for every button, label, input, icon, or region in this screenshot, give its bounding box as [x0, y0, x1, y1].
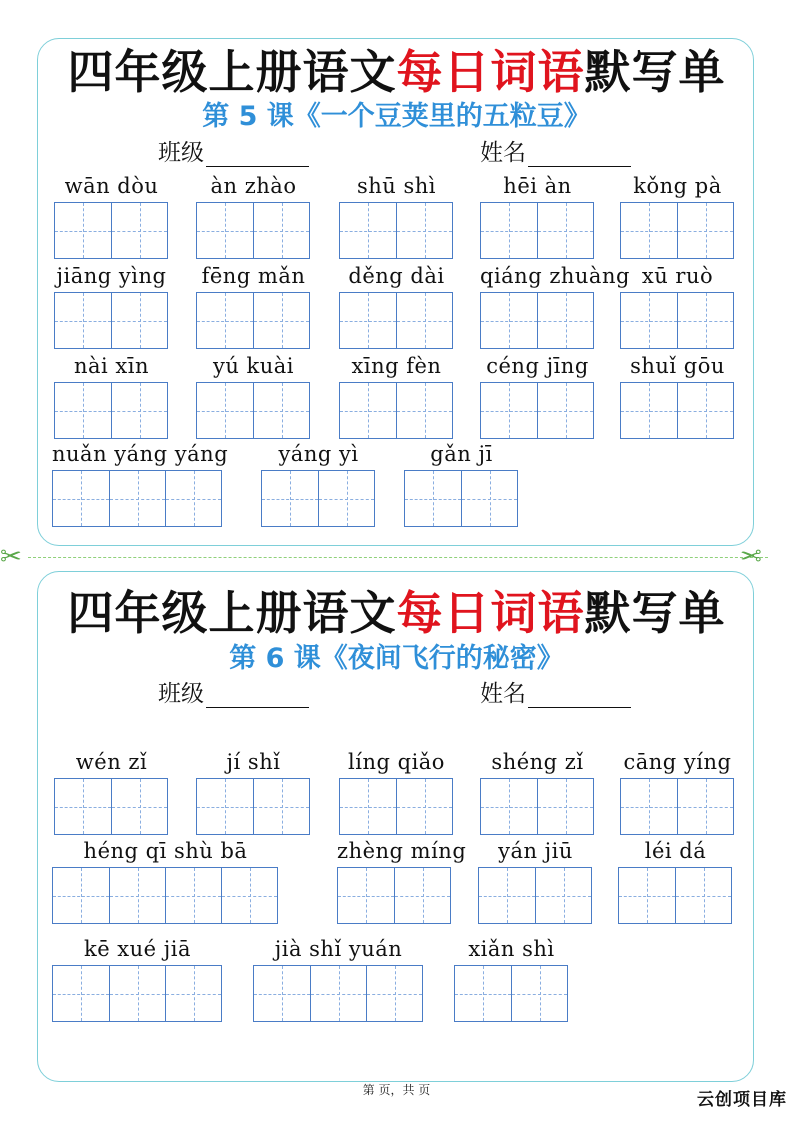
sheet-1-lesson: 第 5 课《一个豆荚里的五粒豆》	[202, 101, 591, 132]
tianzige-cell[interactable]	[55, 383, 111, 438]
tianzige-cell[interactable]	[262, 471, 318, 526]
writing-grid	[339, 202, 453, 259]
word-item	[620, 353, 735, 439]
pinyin-label: gǎn jī	[430, 442, 493, 466]
tianzige-cell[interactable]	[537, 293, 593, 348]
writing-grid	[480, 382, 594, 439]
tianzige-cell[interactable]	[535, 868, 591, 923]
tianzige-cell[interactable]	[165, 471, 221, 526]
tianzige-cell[interactable]	[340, 779, 396, 834]
tianzige-cell[interactable]	[677, 383, 733, 438]
writing-grid	[404, 470, 518, 527]
tianzige-cell[interactable]	[481, 383, 537, 438]
word-item	[339, 263, 454, 349]
tianzige-cell[interactable]	[253, 383, 309, 438]
tianzige-cell[interactable]	[55, 203, 111, 258]
tianzige-cell[interactable]	[366, 966, 422, 1021]
tianzige-cell[interactable]	[109, 966, 165, 1021]
pinyin-label: zhèng míng	[337, 839, 467, 863]
word-item	[480, 263, 630, 349]
word-item	[337, 838, 467, 924]
tianzige-cell[interactable]	[111, 203, 167, 258]
sheet-1-class-field: 班级	[158, 139, 309, 167]
writing-grid	[339, 382, 453, 439]
pinyin-label: shū shì	[356, 174, 437, 198]
word-item	[454, 936, 569, 1022]
writing-grid	[196, 382, 310, 439]
pinyin-label: xū ruò	[641, 264, 714, 288]
pinyin-label: qiáng zhuàng	[480, 264, 630, 288]
tianzige-cell[interactable]	[338, 868, 394, 923]
tianzige-cell[interactable]	[511, 966, 567, 1021]
pinyin-label: yán jiū	[498, 839, 573, 863]
word-item	[54, 173, 169, 259]
tianzige-cell[interactable]	[537, 203, 593, 258]
pinyin-label: fēng mǎn	[201, 264, 306, 288]
word-item	[620, 263, 735, 349]
word-item	[618, 838, 733, 924]
sheet-2-name-field: 姓名	[480, 680, 631, 708]
pinyin-label: jiāng yìng	[56, 264, 167, 288]
word-item	[339, 749, 454, 835]
pinyin-label: jià shǐ yuán	[274, 937, 403, 961]
writing-grid	[480, 778, 594, 835]
word-item	[261, 441, 376, 527]
writing-grid	[478, 867, 592, 924]
tianzige-cell[interactable]	[675, 868, 731, 923]
writing-grid	[54, 202, 168, 259]
word-item	[54, 353, 169, 439]
tianzige-cell[interactable]	[621, 203, 677, 258]
tianzige-cell[interactable]	[537, 383, 593, 438]
tianzige-cell[interactable]	[254, 966, 310, 1021]
word-item	[52, 838, 279, 924]
tianzige-cell[interactable]	[253, 203, 309, 258]
pinyin-label: kǒng pà	[633, 174, 722, 198]
word-item	[196, 749, 311, 835]
tianzige-cell[interactable]	[310, 966, 366, 1021]
writing-grid	[620, 292, 734, 349]
pinyin-label: héng qī shù bā	[83, 839, 248, 863]
writing-grid	[261, 470, 375, 527]
tianzige-cell[interactable]	[621, 383, 677, 438]
tianzige-cell[interactable]	[481, 779, 537, 834]
tianzige-cell[interactable]	[396, 203, 452, 258]
word-item	[620, 173, 735, 259]
scissors-icon: ✂	[0, 542, 22, 572]
tianzige-cell[interactable]	[340, 383, 396, 438]
tianzige-cell[interactable]	[111, 779, 167, 834]
tianzige-cell[interactable]	[621, 779, 677, 834]
tianzige-cell[interactable]	[677, 293, 733, 348]
pinyin-label: cāng yíng	[623, 750, 732, 774]
tianzige-cell[interactable]	[455, 966, 511, 1021]
tianzige-cell[interactable]	[621, 293, 677, 348]
word-item	[339, 173, 454, 259]
word-item	[196, 353, 311, 439]
tianzige-cell[interactable]	[53, 868, 109, 923]
word-item	[620, 749, 735, 835]
pinyin-label: wān dòu	[64, 174, 159, 198]
word-item	[480, 173, 595, 259]
tianzige-cell[interactable]	[405, 471, 461, 526]
pinyin-label: kē xué jiā	[83, 937, 192, 961]
sheet-1-name-field: 姓名	[480, 139, 631, 167]
tianzige-cell[interactable]	[221, 868, 277, 923]
word-item	[54, 749, 169, 835]
pinyin-label: xīng fèn	[351, 354, 442, 378]
tianzige-cell[interactable]	[537, 779, 593, 834]
tianzige-cell[interactable]	[53, 966, 109, 1021]
tianzige-cell[interactable]	[109, 471, 165, 526]
class-blank[interactable]	[206, 685, 309, 708]
word-item	[480, 749, 595, 835]
pinyin-label: jí shǐ	[226, 750, 281, 774]
pinyin-label: xiǎn shì	[468, 937, 555, 961]
pinyin-label: nài xīn	[73, 354, 150, 378]
writing-grid	[339, 778, 453, 835]
tianzige-cell[interactable]	[165, 868, 221, 923]
tianzige-cell[interactable]	[340, 293, 396, 348]
pinyin-label: shuǐ gōu	[630, 354, 725, 378]
pinyin-label: yáng yì	[278, 442, 359, 466]
sheet-2-title: 四年级上册语文每日词语默写单	[67, 586, 726, 640]
sheet-1-title: 四年级上册语文每日词语默写单	[67, 45, 726, 99]
pinyin-label: céng jīng	[486, 354, 589, 378]
writing-grid	[54, 292, 168, 349]
pinyin-label: děng dài	[348, 264, 445, 288]
sheet-2-class-field: 班级	[158, 680, 309, 708]
pinyin-label: shéng zǐ	[491, 750, 584, 774]
writing-grid	[339, 292, 453, 349]
word-item	[196, 173, 311, 259]
writing-grid	[620, 202, 734, 259]
tianzige-cell[interactable]	[253, 779, 309, 834]
pinyin-label: hēi àn	[503, 174, 572, 198]
tianzige-cell[interactable]	[111, 383, 167, 438]
tianzige-cell[interactable]	[318, 471, 374, 526]
tianzige-cell[interactable]	[677, 779, 733, 834]
pinyin-label: wén zǐ	[75, 750, 148, 774]
pinyin-label: léi dá	[644, 839, 707, 863]
tianzige-cell[interactable]	[109, 868, 165, 923]
writing-grid	[337, 867, 451, 924]
word-item	[253, 936, 424, 1022]
word-item	[339, 353, 454, 439]
pinyin-label: àn zhào	[210, 174, 297, 198]
tianzige-cell[interactable]	[165, 966, 221, 1021]
tianzige-cell[interactable]	[481, 203, 537, 258]
word-item	[52, 441, 229, 527]
writing-grid	[54, 778, 168, 835]
tianzige-cell[interactable]	[396, 779, 452, 834]
tianzige-cell[interactable]	[253, 293, 309, 348]
writing-grid	[618, 867, 732, 924]
word-item	[480, 353, 595, 439]
writing-grid	[54, 382, 168, 439]
tianzige-cell[interactable]	[461, 471, 517, 526]
tianzige-cell[interactable]	[197, 293, 253, 348]
tianzige-cell[interactable]	[394, 868, 450, 923]
tianzige-cell[interactable]	[111, 293, 167, 348]
brand-watermark: 云创项目库	[697, 1090, 787, 1110]
writing-grid	[620, 382, 734, 439]
writing-grid	[480, 202, 594, 259]
tianzige-cell[interactable]	[197, 203, 253, 258]
tianzige-cell[interactable]	[481, 293, 537, 348]
tianzige-cell[interactable]	[53, 471, 109, 526]
writing-grid	[196, 778, 310, 835]
tianzige-cell[interactable]	[340, 203, 396, 258]
writing-grid	[52, 470, 222, 527]
word-item	[52, 936, 223, 1022]
pinyin-label: yú kuài	[212, 354, 295, 378]
sheet-2-lesson: 第 6 课《夜间飞行的秘密》	[229, 643, 564, 674]
writing-grid	[52, 965, 222, 1022]
word-item	[404, 441, 519, 527]
writing-grid	[196, 292, 310, 349]
word-item	[478, 838, 593, 924]
writing-grid	[480, 292, 594, 349]
tianzige-cell[interactable]	[479, 868, 535, 923]
writing-grid	[52, 867, 278, 924]
pinyin-label: líng qiǎo	[348, 750, 445, 774]
tianzige-cell[interactable]	[396, 383, 452, 438]
scissors-icon: ✂	[740, 542, 762, 572]
tianzige-cell[interactable]	[55, 779, 111, 834]
tianzige-cell[interactable]	[197, 383, 253, 438]
tianzige-cell[interactable]	[619, 868, 675, 923]
name-blank[interactable]	[528, 144, 631, 167]
writing-grid	[454, 965, 568, 1022]
tianzige-cell[interactable]	[55, 293, 111, 348]
cut-line	[28, 557, 768, 558]
page-footer: 第 页，共 页	[362, 1083, 431, 1097]
tianzige-cell[interactable]	[396, 293, 452, 348]
tianzige-cell[interactable]	[677, 203, 733, 258]
writing-grid	[253, 965, 423, 1022]
word-item	[196, 263, 311, 349]
writing-grid	[620, 778, 734, 835]
word-item	[54, 263, 169, 349]
class-blank[interactable]	[206, 144, 309, 167]
pinyin-label: nuǎn yáng yáng	[52, 442, 229, 466]
tianzige-cell[interactable]	[197, 779, 253, 834]
name-blank[interactable]	[528, 685, 631, 708]
writing-grid	[196, 202, 310, 259]
